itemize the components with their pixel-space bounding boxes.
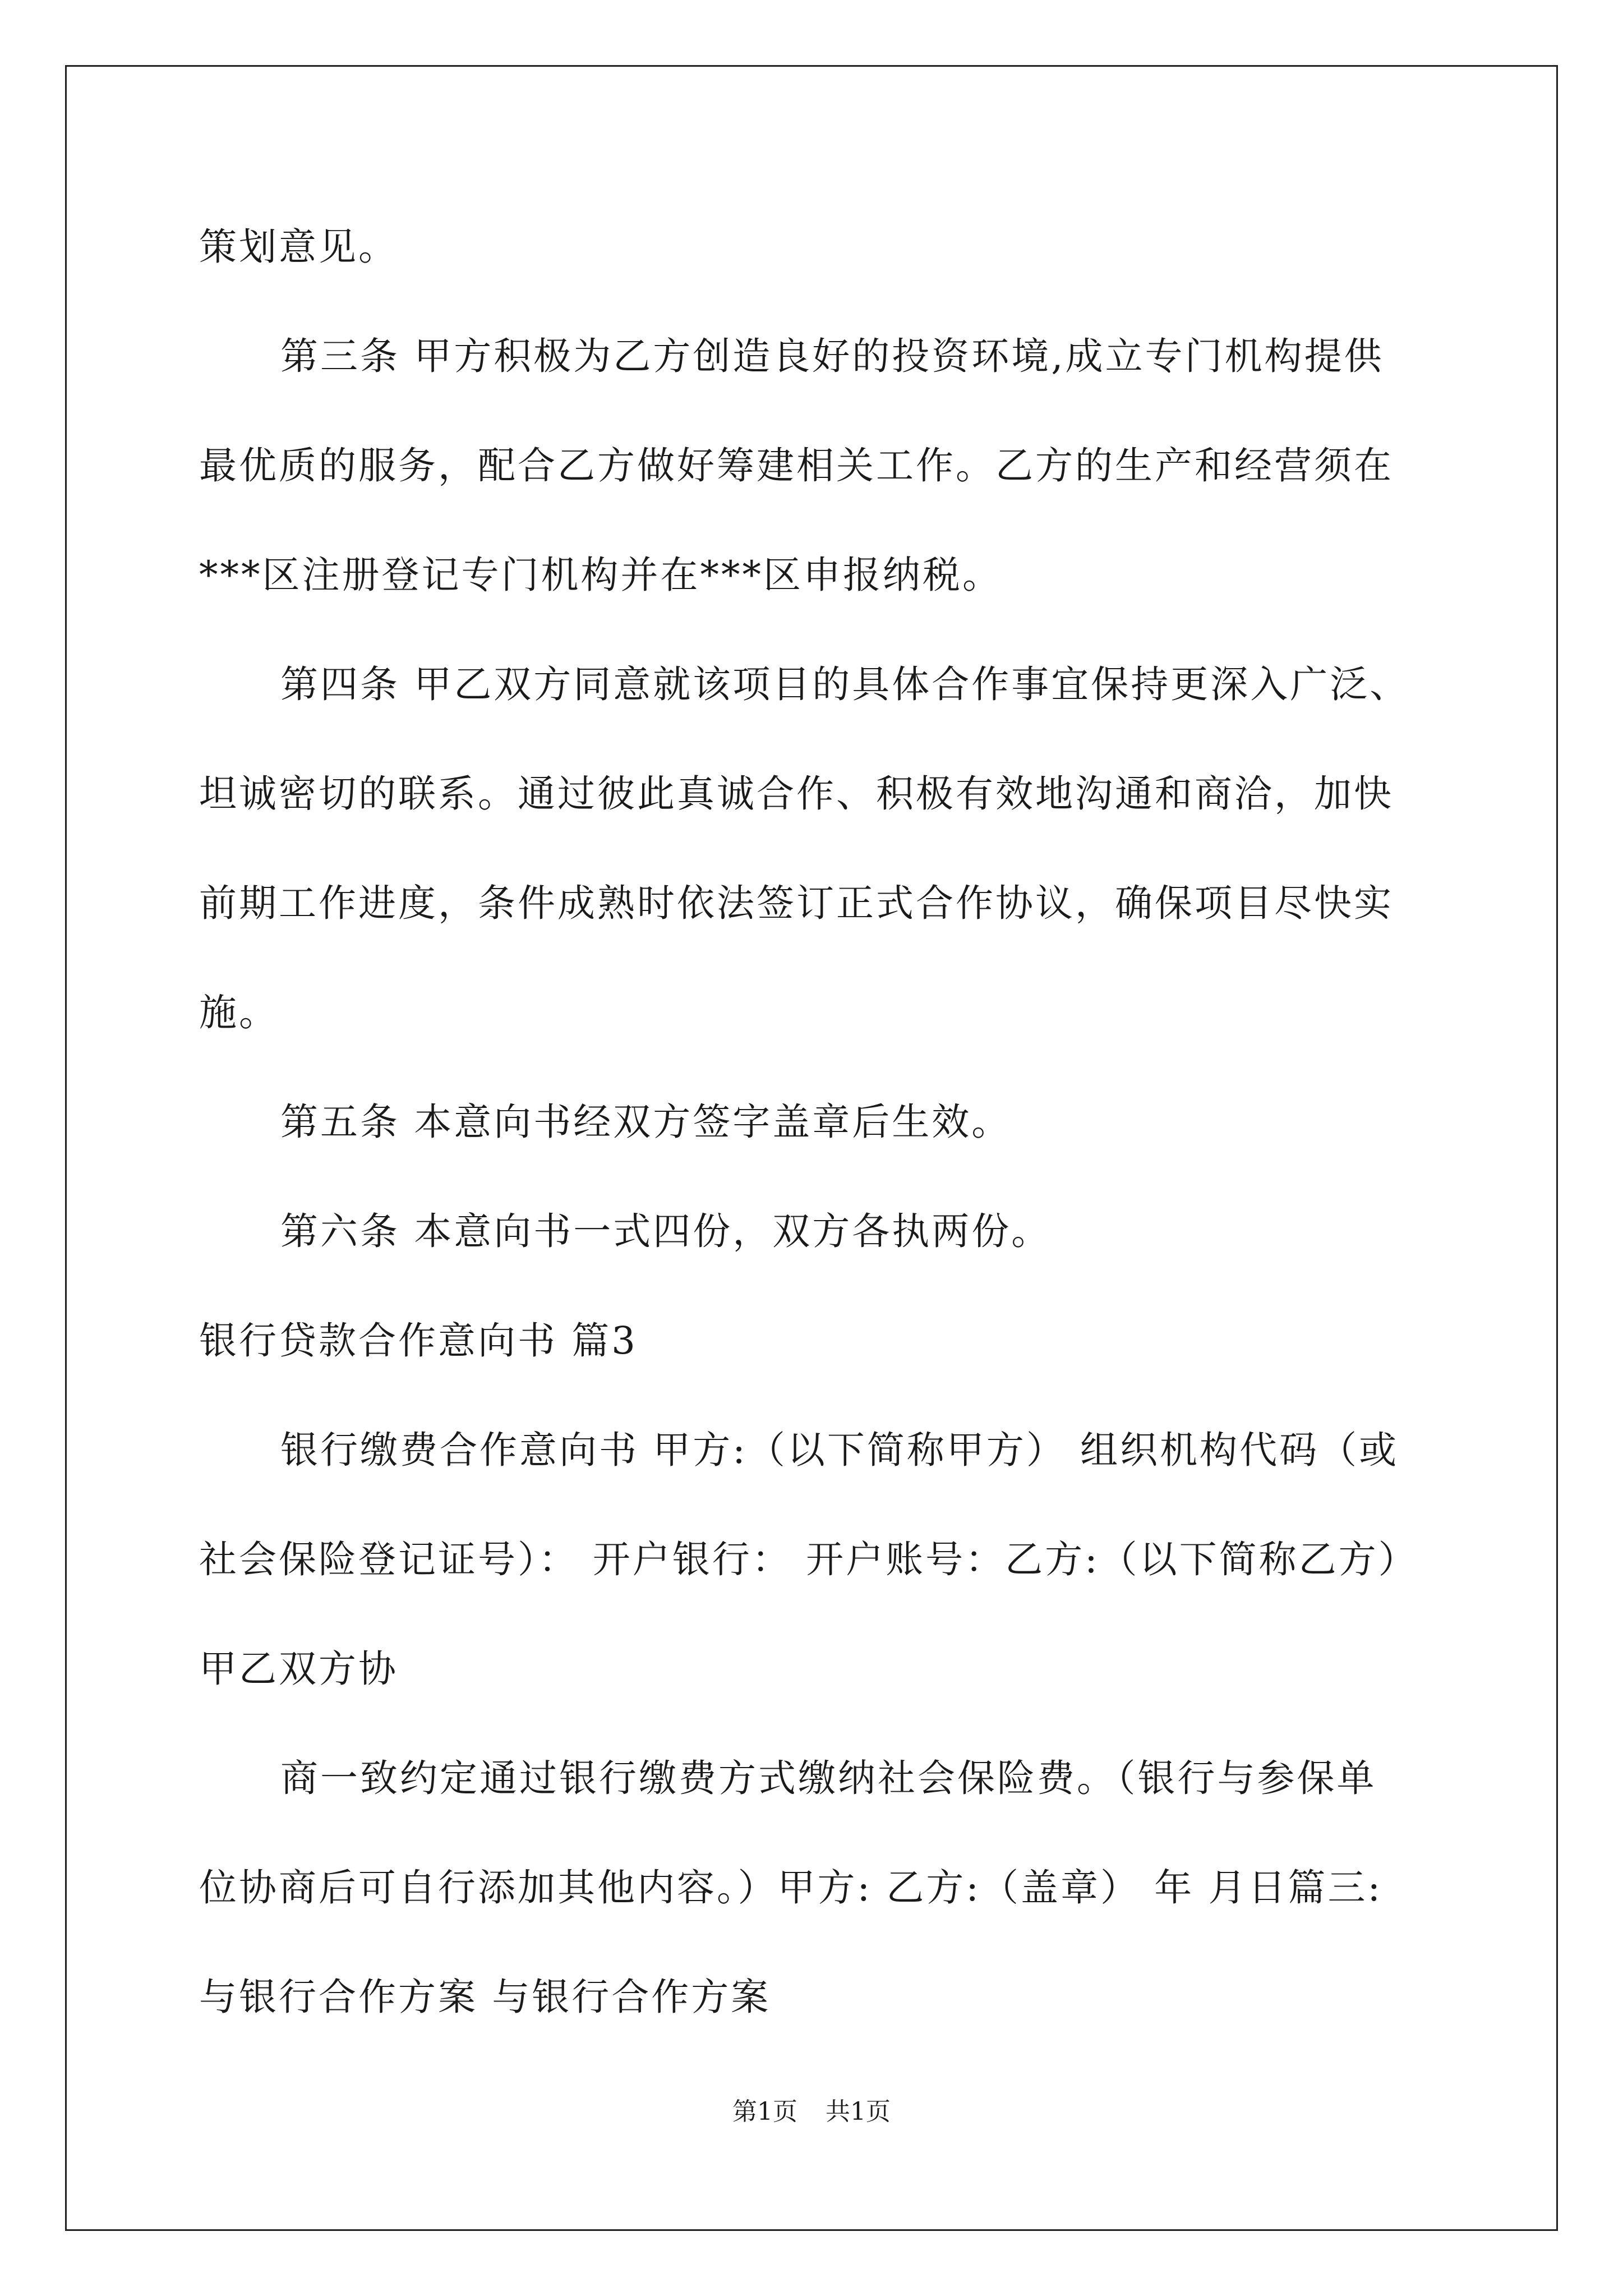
page-footer (0, 2095, 1623, 2129)
text-line: 位协商后可自行添加其他内容。）甲方: 乙方:（盖章） 年 月日篇三: (199, 1866, 1383, 1910)
paragraph-article-3: 第三条 甲方积极为乙方创造良好的投资环境,成立专门机构提供 (280, 334, 1384, 378)
text-line: 最优质的服务，配合乙方做好筹建相关工作。乙方的生产和经营须在 (199, 444, 1394, 487)
page-total: 共1页 (826, 2097, 891, 2126)
page-number: 第1页 (732, 2097, 797, 2126)
text-line: 坦诚密切的联系。通过彼此真诚合作、积极有效地沟通和商洽，加快 (199, 772, 1394, 816)
text-line: ***区注册登记专门机构并在***区申报纳税。 (199, 553, 1002, 597)
text-line: 甲乙双方协 (199, 1647, 398, 1691)
paragraph-article-6: 第六条 本意向书一式四份，双方各执两份。 (280, 1209, 1052, 1253)
text-line: 与银行合作方案 与银行合作方案 (199, 1975, 771, 2019)
text-line: 施。 (199, 991, 279, 1034)
text-line: 策划意见。 (199, 225, 398, 269)
paragraph-agreement: 商一致约定通过银行缴费方式缴纳社会保险费。（银行与参保单 (280, 1756, 1377, 1800)
paragraph-article-5: 第五条 本意向书经双方签字盖章后生效。 (280, 1100, 1012, 1144)
section-heading: 银行贷款合作意向书 篇3 (199, 1319, 638, 1363)
text-line: 社会保险登记证号）： 开户银行： 开户账号：乙方:（以下简称乙方） (199, 1538, 1418, 1581)
text-line: 前期工作进度，条件成熟时依法签订正式合作协议，确保项目尽快实 (199, 881, 1394, 925)
paragraph-article-4: 第四条 甲乙双方同意就该项目的具体合作事宜保持更深入广泛、 (280, 662, 1410, 706)
paragraph-bank-fee: 银行缴费合作意向书 甲方:（以下简称甲方） 组织机构代码（或 (280, 1428, 1399, 1472)
